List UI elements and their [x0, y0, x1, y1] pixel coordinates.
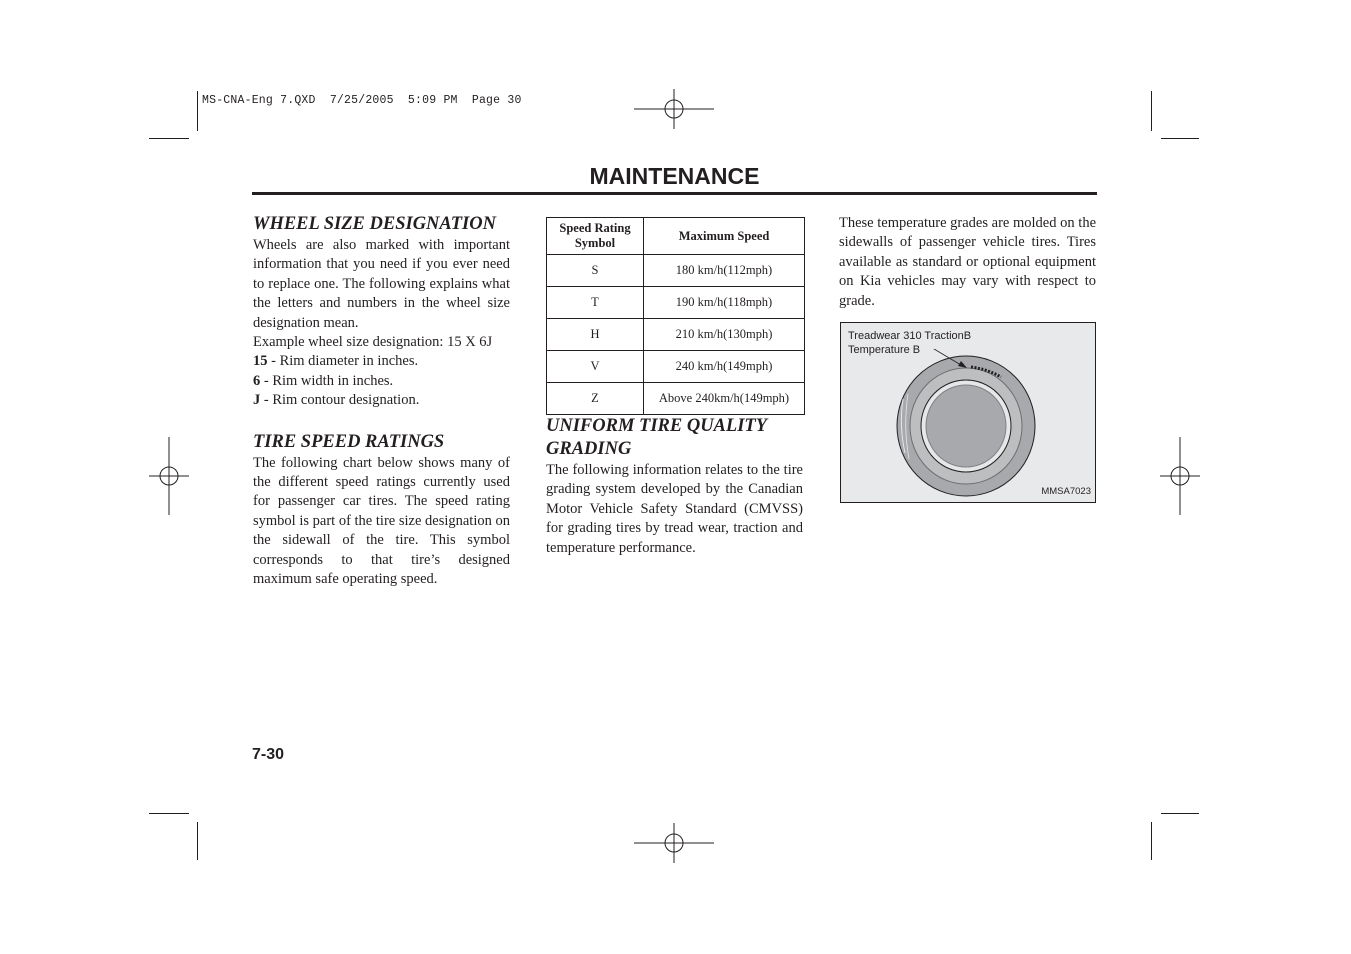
left-column [253, 213, 510, 590]
table-row [547, 287, 805, 319]
wheel-size-heading: WHEEL SIZE DESIGNATION [253, 214, 496, 234]
list-item: J - Rim contour designation. [253, 392, 420, 409]
section-title: MAINTENANCE [589, 163, 760, 189]
table-row [547, 383, 805, 415]
column-header: Speed Rating Symbol [547, 218, 644, 255]
table-cell: 240 km/h(149mph) [644, 351, 805, 383]
figure-code: MMSA7023 [1041, 486, 1091, 497]
printer-slug: MS-CNA-Eng 7.QXD 7/25/2005 5:09 PM Page 30 [202, 94, 522, 107]
speed-rating-table [546, 217, 805, 415]
table-cell: 180 km/h(112mph) [644, 255, 805, 287]
table-header-row [547, 218, 805, 255]
crop-mark [1151, 822, 1152, 860]
registration-mark [634, 823, 714, 863]
crop-mark [149, 138, 189, 139]
tire-speed-paragraph: The following chart below shows many of the different speed ratings currently used for passenger car tires. The speed rating symbol is part of the tire size designation on the sidewall of the tire. This symbol corresponds to that tire’s designed maximum safe operating speed. [253, 454, 510, 588]
right-column [839, 214, 1096, 311]
title-rule [252, 192, 1097, 195]
list-item: 6 - Rim width in inches. [253, 372, 394, 389]
crop-mark [197, 91, 198, 131]
middle-column [546, 415, 803, 558]
table-cell: 190 km/h(118mph) [644, 287, 805, 319]
table-cell: H [547, 319, 644, 351]
tire-speed-heading: TIRE SPEED RATINGS [253, 431, 445, 452]
utqg-paragraph: The following information relates to the tire grading system developed by the Canadian Motor Vehicle Safety Standard (CMVSS) for grading tires by tread wear, traction and temperature performance. [546, 462, 803, 556]
tire-figure [840, 322, 1096, 503]
list-item: 15 - Rim diameter in inches. [253, 353, 419, 370]
table-cell: Above 240km/h(149mph) [644, 383, 805, 415]
table-row [547, 255, 805, 287]
registration-mark [149, 437, 189, 515]
table-cell: S [547, 255, 644, 287]
table-cell: T [547, 287, 644, 319]
crop-mark [1161, 138, 1199, 139]
figure-label: Treadwear 310 TractionB Temperature B [848, 330, 972, 356]
crop-mark [1151, 91, 1152, 131]
temperature-paragraph: These temperature grades are molded on the sidewalls of passenger vehicle tires. Tires available as standard or optional equipment on Kia vehicles may vary with respect to grade. [839, 215, 1096, 309]
utqg-heading: UNIFORM TIRE QUALITY GRADING [546, 416, 767, 459]
crop-mark [197, 822, 198, 860]
wheel-size-paragraph: Wheels are also marked with important information that you need if you ever need to replace one. The following explains what the letters and numbers in the wheel size designation mean. [253, 237, 510, 331]
table-row [547, 351, 805, 383]
registration-mark [1160, 437, 1200, 515]
wheel-size-example: Example wheel size designation: 15 X 6J [253, 334, 493, 351]
table-cell: 210 km/h(130mph) [644, 319, 805, 351]
table-row [547, 319, 805, 351]
tire-illustration [891, 349, 1051, 499]
crop-mark [149, 813, 189, 814]
crop-mark [1161, 813, 1199, 814]
column-header: Maximum Speed [644, 218, 805, 255]
table-cell: V [547, 351, 644, 383]
page-number: 7-30 [252, 746, 285, 763]
registration-mark [634, 89, 714, 129]
table-cell: Z [547, 383, 644, 415]
